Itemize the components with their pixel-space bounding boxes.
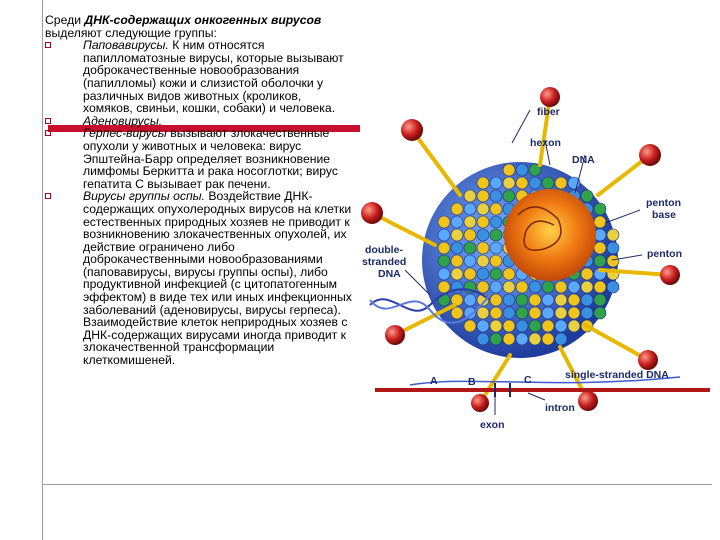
hexon-bead (477, 333, 489, 345)
hexon-bead (568, 307, 580, 319)
hexon-bead (477, 203, 489, 215)
hexon-bead (503, 333, 515, 345)
hexon-bead (490, 333, 502, 345)
hexon-bead (490, 255, 502, 267)
label-intron: intron (545, 402, 575, 414)
intro-suffix: выделяют следующие группы: (45, 25, 217, 40)
label-single-stranded: single-stranded DNA (565, 369, 669, 381)
hexon-bead (503, 307, 515, 319)
hexon-bead (607, 255, 619, 267)
label-penton-base-2: base (652, 209, 676, 221)
hexon-bead (542, 281, 554, 293)
hexon-bead (477, 242, 489, 254)
exon-strand (375, 388, 710, 392)
hexon-bead (451, 203, 463, 215)
label-a: A (430, 375, 438, 387)
hexon-bead (490, 229, 502, 241)
hexon-bead (451, 242, 463, 254)
hexon-bead (464, 229, 476, 241)
hexon-bead (490, 268, 502, 280)
square-bullet-icon (45, 118, 51, 124)
hexon-bead (542, 320, 554, 332)
hexon-bead (581, 294, 593, 306)
item-name: Аденовирусы. (83, 113, 163, 128)
slide-text (45, 14, 353, 367)
hexon-bead (477, 216, 489, 228)
hexon-bead (607, 242, 619, 254)
hexon-bead (451, 268, 463, 280)
label-double-stranded-1: double- (365, 244, 403, 256)
label-exon: exon (480, 419, 505, 431)
label-hexon: hexon (530, 137, 561, 149)
hexon-bead (477, 268, 489, 280)
hexon-bead (516, 307, 528, 319)
hexon-bead (503, 281, 515, 293)
hexon-bead (438, 242, 450, 254)
hexon-bead (464, 203, 476, 215)
hexon-bead (464, 320, 476, 332)
hexon-bead (490, 190, 502, 202)
hexon-bead (594, 216, 606, 228)
hexon-bead (490, 203, 502, 215)
hexon-bead (516, 320, 528, 332)
item-name: Паповавирусы. (83, 38, 169, 53)
hexon-bead (555, 294, 567, 306)
bottom-rule (42, 484, 712, 485)
hexon-bead (490, 294, 502, 306)
hexon-bead (490, 307, 502, 319)
hexon-bead (542, 307, 554, 319)
hexon-bead (477, 255, 489, 267)
hexon-bead (477, 320, 489, 332)
hexon-bead (490, 242, 502, 254)
hexon-bead (594, 307, 606, 319)
hexon-bead (568, 177, 580, 189)
hexon-bead (464, 294, 476, 306)
hexon-bead (555, 333, 567, 345)
hexon-bead (542, 177, 554, 189)
hexon-bead (516, 294, 528, 306)
hexon-bead (477, 281, 489, 293)
hexon-bead (438, 229, 450, 241)
hexon-bead (490, 177, 502, 189)
hexon-bead (568, 294, 580, 306)
item-body: Воздействие ДНК-содержащих опухолеродных вирусов на клетки естественных природных хозяев не приводит к возникновению злокачественных опухолей, их действие ограничено либо доброкачественными новообразованиями (паповавирусы, вирусы группы оспы), либо продуктивной инфекцией (с цитопатогенным эффектом) в виде тех или иных инфекционных заболеваний (аденовирусы, вирусы герпеса). Взаимодействие клеток неприродных хозяев с ДНК-содержащих вирусами иногда приводит к злокачественной трансформации клеткомишеней. (83, 189, 352, 368)
hexon-bead (581, 190, 593, 202)
hexon-bead (490, 281, 502, 293)
hexon-bead (451, 216, 463, 228)
hexon-bead (594, 255, 606, 267)
hexon-bead (529, 281, 541, 293)
hexon-bead (594, 242, 606, 254)
list-item (45, 39, 353, 115)
hexon-bead (568, 281, 580, 293)
hexon-bead (594, 281, 606, 293)
hexon-bead (555, 320, 567, 332)
hexon-bead (516, 177, 528, 189)
hexon-bead (581, 281, 593, 293)
label-penton: penton (647, 248, 682, 260)
hexon-bead (542, 294, 554, 306)
hexon-bead (503, 177, 515, 189)
hexon-bead (464, 268, 476, 280)
hexon-bead (464, 255, 476, 267)
hexon-bead (464, 190, 476, 202)
item-name: Вирусы группы оспы. (83, 189, 205, 204)
hexon-bead (490, 216, 502, 228)
label-penton-base-1: penton (646, 197, 681, 209)
hexon-bead (594, 294, 606, 306)
item-name: Герпес-вирусы (83, 126, 167, 141)
square-bullet-icon (45, 42, 51, 48)
label-double-stranded-2: stranded (362, 256, 407, 268)
virus-group-list (45, 39, 353, 366)
hexon-bead (464, 216, 476, 228)
list-item (45, 127, 353, 190)
hexon-bead (451, 307, 463, 319)
adenovirus-diagram (350, 85, 720, 445)
hexon-bead (438, 268, 450, 280)
square-bullet-icon (45, 193, 51, 199)
hexon-bead (607, 281, 619, 293)
dna-core (504, 189, 596, 281)
hexon-bead (529, 333, 541, 345)
hexon-bead (555, 281, 567, 293)
label-b: B (468, 376, 476, 388)
hexon-bead (529, 320, 541, 332)
hexon-bead (477, 229, 489, 241)
label-c: C (524, 374, 532, 386)
label-double-stranded-3: DNA (378, 268, 401, 280)
hexon-bead (542, 333, 554, 345)
label-dna: DNA (572, 154, 595, 166)
hexon-bead (477, 177, 489, 189)
hexon-bead (438, 255, 450, 267)
left-rule (42, 0, 43, 540)
hexon-bead (490, 320, 502, 332)
hexon-bead (607, 229, 619, 241)
hexon-bead (503, 320, 515, 332)
item-body: вызывают злокачественные опухоли у животных и человека: вирус Эпштейна-Барр определяет возникновение лимфомы Беркитта и рака носоглотки; вирус гепатита С вызывает рак печени. (83, 126, 338, 191)
hexon-bead (594, 203, 606, 215)
hexon-bead (464, 242, 476, 254)
hexon-bead (503, 190, 515, 202)
hexon-bead (555, 307, 567, 319)
hexon-bead (516, 281, 528, 293)
hexon-bead (516, 333, 528, 345)
hexon-bead (438, 216, 450, 228)
intro-emphasis: ДНК-содержащих онкогенных вирусов (84, 13, 322, 27)
hexon-bead (529, 307, 541, 319)
hexon-bead (451, 229, 463, 241)
hexon-bead (503, 294, 515, 306)
hexon-bead (581, 268, 593, 280)
hexon-bead (529, 294, 541, 306)
hexon-bead (555, 177, 567, 189)
intro-prefix: Среди (45, 13, 85, 27)
hexon-bead (503, 268, 515, 280)
hexon-bead (529, 177, 541, 189)
intro-paragraph (45, 14, 353, 39)
item-body: К ним относятся папилломатозные вирусы, которые вызывают доброкачественные новообразования (папилломы) кожи и слизистой оболочки у различных видов животных (кроликов, хомяков, свиньи, кошки, собаки) и человека. (83, 38, 344, 116)
hexon-bead (451, 255, 463, 267)
hexon-bead (568, 320, 580, 332)
hexon-bead (503, 164, 515, 176)
hexon-bead (477, 190, 489, 202)
square-bullet-icon (45, 130, 51, 136)
hexon-bead (516, 164, 528, 176)
list-item (45, 190, 353, 366)
hexon-bead (581, 307, 593, 319)
label-fiber: fiber (537, 106, 560, 118)
